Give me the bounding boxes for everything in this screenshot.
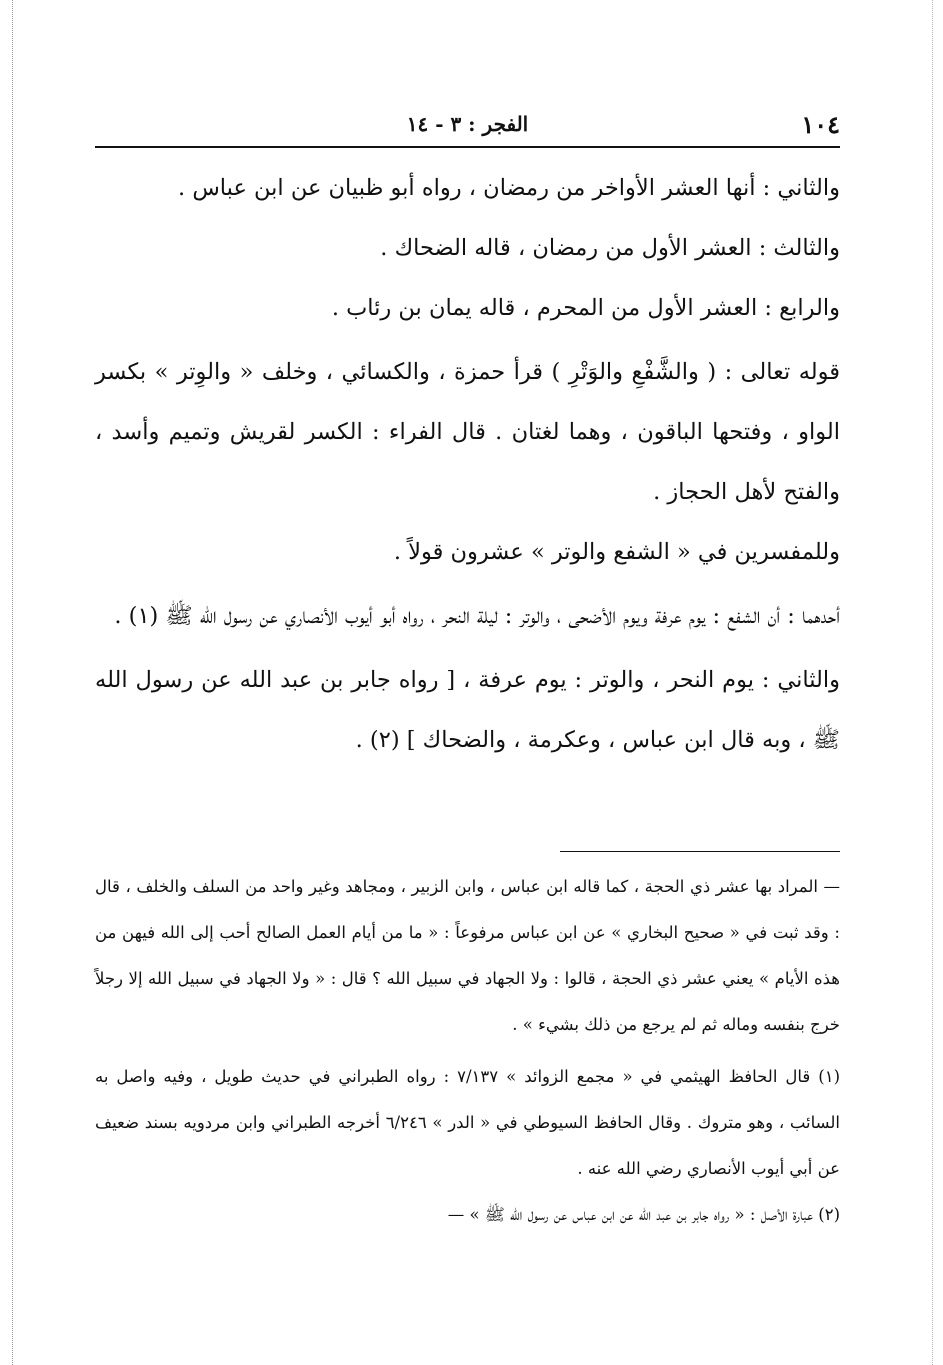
paragraph-third-saying: والثالث : العشر الأول من رمضان ، قاله الضحاك . <box>380 235 840 261</box>
paragraph-twenty-sayings: وللمفسرين في « الشفع والوتر » عشرون قولاً . <box>393 539 840 565</box>
paragraph-second-interpretation: والثاني : يوم النحر ، والوتر : يوم عرفة ، [ رواه جابر بن عبد الله عن رسول الله ﷺ ، وبه قال ابن عباس ، وعكرمة ، والضحاك ] (٢) . <box>95 667 840 753</box>
scan-edge-right <box>932 0 933 1365</box>
paragraph-second-saying: والثاني : أنها العشر الأواخر من رمضان ، رواه أبو ظبيان عن ابن عباس . <box>178 175 840 201</box>
footnote-1: (١) قال الحافظ الهيثمي في « مجمع الزوائد » ٧/١٣٧ : رواه الطبراني في حديث طويل ، وفيه واصل به السائب ، وهو متروك . وقال الحافظ السيوطي في « الدر » ٦/٢٤٦ أخرجه الطبراني وابن مردويه بسند ضعيف عن أبي أيوب الأنصاري رضي الله عنه . <box>95 1067 841 1178</box>
paragraph-shafa-watr-reading: قوله تعالى : ( والشَّفْعِ والوَتْرِ ) قرأ حمزة ، والكسائي ، وخلف « والوِتر » بكسر الواو ، وفتحها الباقون ، وهما لغتان . قال الفراء : الكسر لقريش وتميم وأسد ، والفتح لأهل الحجاز . <box>95 359 840 505</box>
paragraph-first-interpretation: أحدهما : أن الشفع : يوم عرفة ويوم الأضحى ، والوتر : ليلة النحر ، رواه أبو أيوب الأنصاري عن رسول الله ﷺ (١) . <box>114 603 840 629</box>
footnote-2: (٢) عبارة الأصل : « رواه جابر بن عبد الله عن ابن عباس عن رسول الله ﷺ » — <box>447 1205 840 1224</box>
page-header <box>95 110 840 144</box>
running-title: الفجر : ٣ - ١٤ <box>406 112 529 136</box>
page-number: ١٠٤ <box>801 110 840 139</box>
footnotes <box>95 864 840 1238</box>
footnote-rule <box>560 851 840 852</box>
header-rule <box>95 146 840 148</box>
paragraph-fourth-saying: والرابع : العشر الأول من المحرم ، قاله يمان بن رئاب . <box>331 295 840 321</box>
main-text <box>95 158 840 770</box>
scan-edge-left <box>12 0 13 1365</box>
footnote-continued: — المراد بها عشر ذي الحجة ، كما قاله ابن عباس ، وابن الزبير ، ومجاهد وغير واحد من السلف والخلف ، قال : وقد ثبت في « صحيح البخاري » عن ابن عباس مرفوعاً : « ما من أيام العمل الصالح أحب إلى الله فيهن من هذه الأيام » يعني عشر ذي الحجة ، قالوا : ولا الجهاد في سبيل الله ؟ قال : « ولا الجهاد في سبيل الله إلا رجلاً خرج بنفسه وماله ثم لم يرجع من ذلك بشيء » . <box>95 877 840 1034</box>
